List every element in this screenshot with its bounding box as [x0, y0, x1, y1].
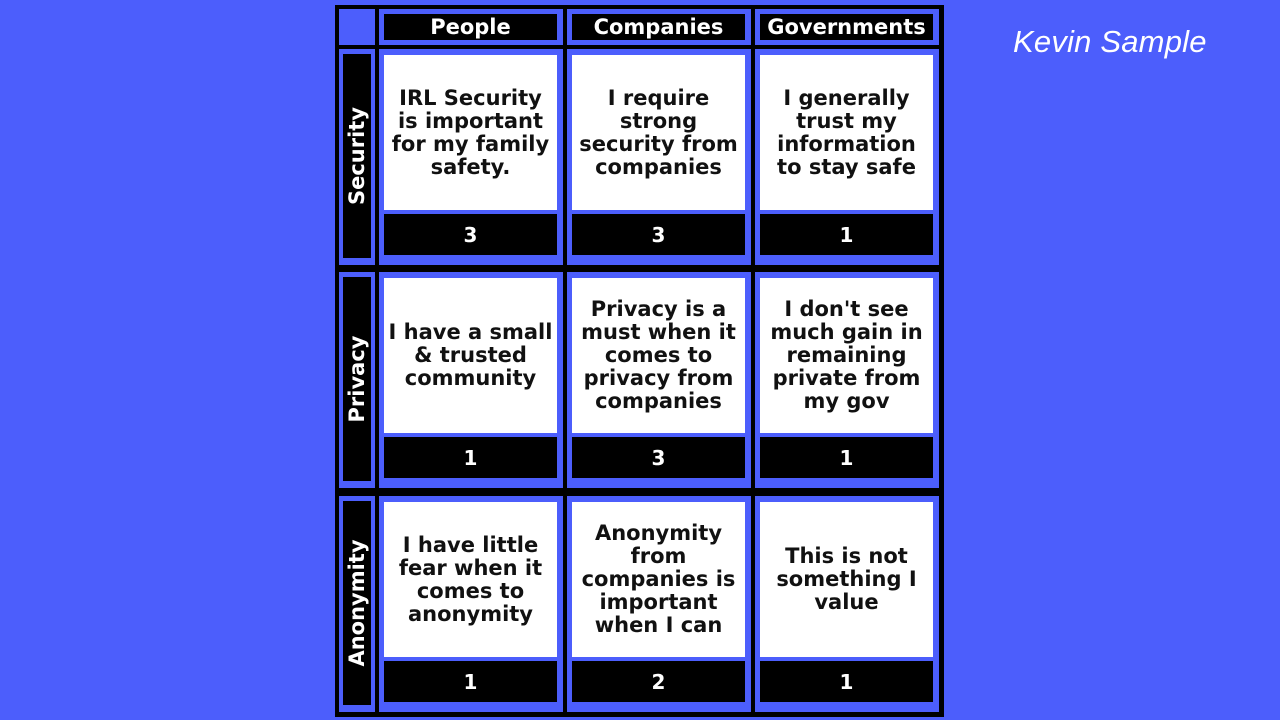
- row-label-text: Privacy: [345, 335, 369, 423]
- row-label-text: Security: [345, 106, 369, 206]
- statement-text: This is not something I value: [776, 544, 917, 614]
- column-header-companies: Companies: [572, 14, 745, 40]
- row-label-cell: [339, 272, 375, 488]
- statement-text: IRL Security is important for my family safety.: [391, 85, 550, 179]
- row-label-cell: [339, 496, 375, 712]
- corner-cell: [339, 9, 375, 45]
- column-header-governments: Governments: [760, 14, 933, 40]
- statement-card: [572, 502, 745, 657]
- statement-card: [760, 278, 933, 433]
- grid-cell: [755, 49, 939, 265]
- statement-text: Anonymity from companies is important when I can: [581, 521, 736, 637]
- statement-card: [572, 55, 745, 210]
- score-value: 3: [572, 437, 745, 478]
- statement-card: [384, 502, 557, 657]
- row-label-anonymity: [343, 501, 371, 705]
- column-header-cell: [567, 9, 751, 45]
- statement-text: I require strong security from companies: [579, 85, 738, 179]
- score-value: 3: [572, 214, 745, 255]
- comparison-grid: [335, 5, 944, 717]
- grid-cell: [379, 272, 563, 488]
- score-value: 1: [760, 437, 933, 478]
- score-value: 1: [760, 214, 933, 255]
- grid-cell: [379, 49, 563, 265]
- author-name: Kevin Sample: [1013, 24, 1207, 59]
- column-header-people: People: [384, 14, 557, 40]
- statement-card: [760, 55, 933, 210]
- column-header-cell: [379, 9, 563, 45]
- row-label-privacy: [343, 277, 371, 481]
- grid-cell: [567, 272, 751, 488]
- statement-card: [384, 55, 557, 210]
- column-header-cell: [755, 9, 939, 45]
- statement-text: I have little fear when it comes to anonymity: [398, 532, 543, 626]
- grid-cell: [567, 496, 751, 712]
- grid-cell: [755, 496, 939, 712]
- score-value: 1: [384, 661, 557, 702]
- grid-cell: [567, 49, 751, 265]
- score-value: 3: [384, 214, 557, 255]
- row-label-security: [343, 54, 371, 258]
- score-value: 2: [572, 661, 745, 702]
- statement-text: I have a small & trusted community: [388, 320, 553, 390]
- statement-card: [572, 278, 745, 433]
- row-label-cell: [339, 49, 375, 265]
- grid-cell: [755, 272, 939, 488]
- score-value: 1: [760, 661, 933, 702]
- statement-text: I don't see much gain in remaining private from my gov: [770, 297, 923, 413]
- statement-text: I generally trust my information to stay safe: [777, 85, 916, 179]
- row-label-text: Anonymity: [345, 539, 369, 667]
- statement-card: [760, 502, 933, 657]
- grid-cell: [379, 496, 563, 712]
- score-value: 1: [384, 437, 557, 478]
- statement-text: Privacy is a must when it comes to privacy from companies: [581, 297, 736, 413]
- statement-card: [384, 278, 557, 433]
